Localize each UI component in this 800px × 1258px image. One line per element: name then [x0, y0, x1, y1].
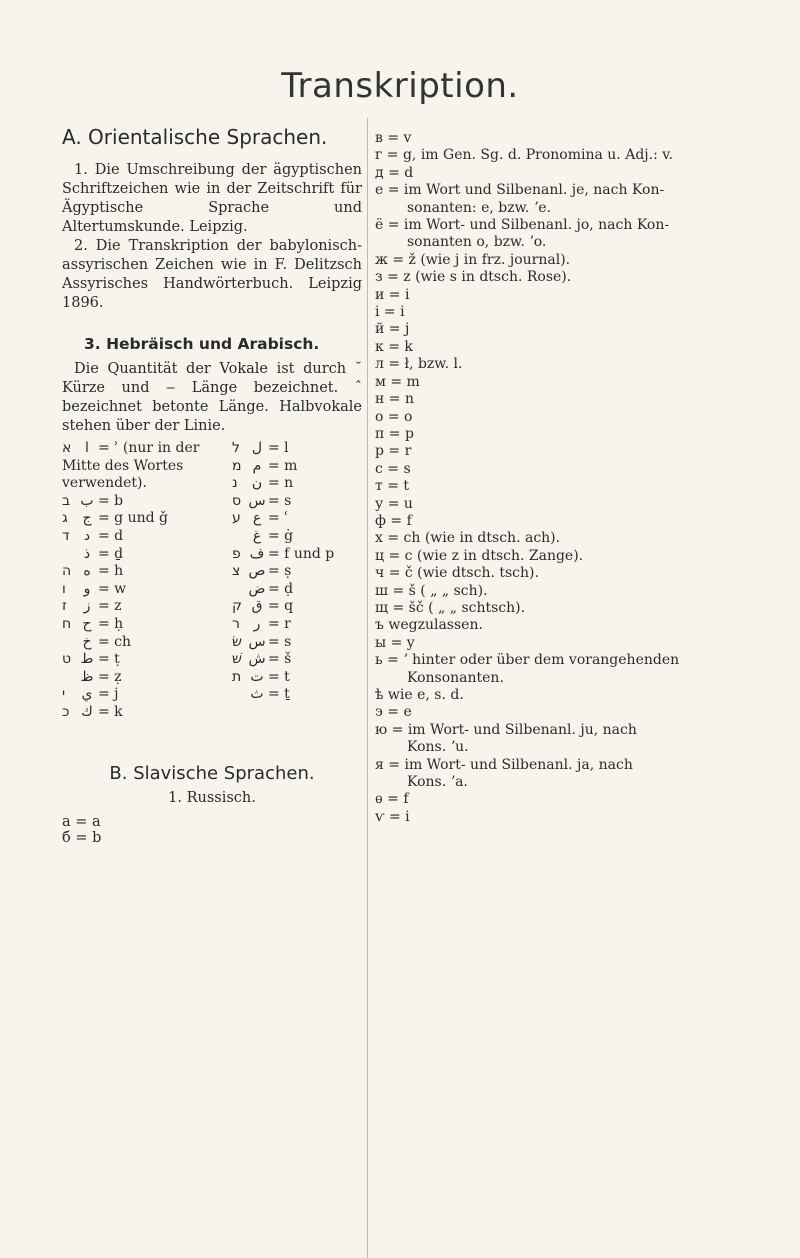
transcription-value: = ṯ: [268, 686, 290, 703]
russian-row-continuation: sonanten o, bzw. ʼo.: [407, 234, 547, 251]
russian-right-list: [375, 130, 735, 826]
russian-row-continuation: Kons. ʼa.: [407, 774, 468, 791]
russian-row: щ = šč ( „ „ schtsch).: [375, 599, 526, 616]
mapping-row: [62, 440, 222, 493]
russian-row: г = g, im Gen. Sg. d. Pronomina u. Adj.: v.: [375, 147, 673, 164]
transcription-value: = l: [268, 440, 289, 456]
arabic-letter: غ: [252, 527, 262, 544]
russian-row: к = k: [375, 338, 413, 355]
mapping-row: [62, 581, 222, 599]
mapping-row: [62, 634, 222, 652]
section-a-heading: A. Orientalische Sprachen.: [62, 125, 328, 149]
russian-row: ё = im Wort- und Silbenanl. jo, nach Kon-: [375, 217, 670, 234]
russian-row: с = s: [375, 460, 411, 477]
transcription-value: = f und p: [268, 545, 335, 562]
mapping-row: [232, 493, 372, 511]
hebrew-letter: י: [62, 686, 66, 703]
arabic-letter: ل: [251, 440, 263, 456]
hebrew-arabic-heading: 3. Hebräisch und Arabisch.: [84, 335, 320, 353]
arabic-letter: ك: [81, 703, 93, 720]
russian-row: т = t: [375, 478, 410, 495]
arabic-letter: و: [83, 580, 91, 597]
arabic-letter: ط: [80, 651, 94, 668]
hebrew-letter: שׁ: [232, 651, 242, 668]
russian-row: п = p: [375, 425, 414, 442]
arabic-letter: د: [83, 527, 91, 544]
hebrew-arabic-table: [62, 440, 362, 740]
mapping-row: [232, 546, 372, 564]
transcription-value: = ṣ: [268, 563, 292, 580]
arabic-letter: ث: [250, 686, 264, 703]
russian-row: з = z (wie s in dtsch. Rose).: [375, 269, 572, 286]
arabic-letter: ن: [251, 475, 263, 492]
arabic-letter: خ: [82, 633, 92, 650]
arabic-letter: ح: [82, 615, 92, 632]
hebrew-letter: ג: [62, 510, 68, 527]
arabic-letter: ق: [251, 598, 263, 615]
hebrew-letter: ס: [232, 492, 242, 509]
transcription-value: = n: [268, 475, 294, 492]
mapping-row: [62, 651, 222, 669]
russian-left-list: [62, 814, 362, 846]
transcription-value: = d: [98, 527, 124, 544]
mapping-row: [62, 669, 222, 687]
paragraph-assyrian: 2. Die Transkription der babylonisch-assyrischen Zeichen wie in F. Delitzsch Assyrisches Handwörterbuch. Leipzig 1896.: [62, 238, 362, 311]
transcription-value: = t: [268, 668, 290, 685]
hebrew-letter: מ: [232, 457, 242, 474]
russian-row: р = r: [375, 443, 412, 460]
hebrew-letter: ו: [62, 580, 66, 597]
section-b-heading: B. Slavische Sprachen.: [109, 763, 315, 784]
hebrew-letter: שׂ: [232, 633, 242, 650]
arabic-letter: م: [252, 457, 262, 474]
transcription-value: = k: [98, 703, 123, 720]
russian-row: ы = y: [375, 634, 415, 651]
arabic-letter: ا: [85, 440, 89, 456]
arabic-letter: ذ: [83, 545, 91, 562]
mapping-row: [232, 598, 372, 616]
russian-row-continuation: Konsonanten.: [407, 669, 504, 686]
arabic-letter: س: [248, 492, 266, 509]
russian-row: ѳ = f: [375, 791, 409, 808]
transcription-value: = ḥ: [98, 615, 124, 632]
left-column: [62, 125, 362, 846]
hebrew-letter: ה: [62, 563, 72, 580]
mapping-row: [232, 458, 372, 476]
arabic-letter: ت: [250, 668, 264, 685]
russian-row: ѵ = i: [375, 808, 410, 825]
arabic-letter: ف: [249, 545, 265, 562]
arabic-letter: س: [248, 633, 266, 650]
transcription-value: = s: [268, 492, 292, 509]
arabic-letter: ه: [83, 563, 91, 580]
transcription-value: = h: [98, 563, 124, 580]
arabic-letter: ظ: [80, 668, 94, 685]
mapping-row: [62, 493, 222, 511]
russian-row: й = j: [375, 321, 410, 338]
hebrew-letter: צ: [232, 563, 241, 580]
russian-row-continuation: sonanten: e, bzw. ʼe.: [407, 199, 552, 216]
transcription-value: = ʾ (nur in der Mitte des Wortes verwendet).: [62, 440, 200, 492]
russian-row: ѣ wie e, s. d.: [375, 687, 464, 703]
transcription-value: = ṭ: [98, 651, 120, 668]
russian-row: ш = š ( „ „ sch).: [375, 582, 488, 599]
russian-row: ъ wegzulassen.: [375, 617, 483, 634]
mapping-row: [62, 563, 222, 581]
transcription-value: = ḍ: [268, 580, 294, 597]
mapping-row: [62, 616, 222, 634]
mapping-row: [232, 616, 372, 634]
russian-row: у = u: [375, 495, 413, 512]
transcription-value: = ġ: [268, 527, 294, 544]
arabic-letter: ع: [252, 510, 262, 527]
russian-row: м = m: [375, 373, 420, 390]
transcription-value: = ẓ: [98, 668, 122, 685]
arabic-letter: ض: [248, 580, 266, 597]
russian-row: і = i: [375, 304, 405, 321]
mapping-row: [62, 686, 222, 704]
mapping-row: [232, 563, 372, 581]
transcription-value: = w: [98, 580, 127, 597]
hebrew-arabic-column-2: [232, 440, 372, 704]
russian-row: б = b: [62, 830, 102, 846]
hebrew-arabic-column-1: [62, 440, 222, 722]
russian-row-continuation: Kons. ʼu.: [407, 739, 469, 756]
transcription-value: = b: [98, 492, 124, 509]
russian-row: и = i: [375, 286, 410, 303]
russian-row: ф = f: [375, 512, 412, 529]
mapping-row: [232, 581, 372, 599]
russian-row: н = n: [375, 391, 414, 408]
russian-row: э = e: [375, 704, 412, 721]
russian-row: ж = ž (wie j in frz. journal).: [375, 251, 571, 268]
transcription-value: = š: [268, 651, 292, 668]
mapping-row: [62, 704, 222, 722]
russian-row: я = im Wort- und Silbenanl. ja, nach: [375, 756, 633, 773]
russian-row: о = o: [375, 408, 413, 425]
arabic-letter: ج: [82, 510, 92, 527]
hebrew-letter: נ: [232, 475, 238, 492]
russian-row: е = im Wort und Silbenanl. je, nach Kon-: [375, 182, 665, 199]
hebrew-letter: ב: [62, 492, 71, 509]
arabic-letter: ص: [248, 563, 266, 580]
mapping-row: [232, 686, 372, 704]
paragraph-vowels: Die Quantität der Vokale ist durch ˘ Kürze und ‒ Länge bezeichnet. ˆ bezeichnet betonte Länge. Halbvokale stehen über der Linie.: [62, 361, 362, 434]
mapping-row: [62, 510, 222, 528]
arabic-letter: ي: [81, 686, 93, 703]
arabic-letter: ر: [253, 615, 261, 632]
mapping-row: [232, 669, 372, 687]
hebrew-letter: פ: [232, 545, 241, 562]
russian-row: ь = ʼ hinter oder über dem vorangehenden: [375, 652, 680, 669]
paragraph-egyptian: 1. Die Umschreibung der ägyptischen Schriftzeichen wie in der Zeitschrift für Ägyptische Sprache und Altertumskunde. Leipzig.: [62, 162, 362, 235]
russian-row: л = ł, bzw. l.: [375, 356, 463, 373]
hebrew-letter: ז: [62, 598, 67, 615]
hebrew-letter: ט: [62, 651, 72, 668]
hebrew-letter: ר: [232, 615, 240, 632]
transcription-value: = j: [98, 686, 119, 703]
arabic-letter: ز: [83, 598, 91, 615]
hebrew-letter: ח: [62, 615, 72, 632]
russian-row: а = a: [62, 814, 101, 830]
mapping-row: [62, 546, 222, 564]
transcription-value: = q: [268, 598, 294, 615]
mapping-row: [232, 440, 372, 458]
russian-subheading: 1. Russisch.: [168, 790, 256, 806]
transcription-value: = r: [268, 615, 291, 632]
russian-row: х = ch (wie in dtsch. ach).: [375, 530, 561, 547]
hebrew-letter: ע: [232, 510, 241, 527]
transcription-value: = s: [268, 633, 292, 650]
transcription-value: = z: [98, 598, 122, 615]
mapping-row: [62, 528, 222, 546]
russian-row: ц = c (wie z in dtsch. Zange).: [375, 547, 584, 564]
transcription-value: = m: [268, 457, 298, 474]
mapping-row: [232, 651, 372, 669]
russian-row: д = d: [375, 164, 414, 181]
transcription-value: = ʿ: [268, 510, 289, 527]
hebrew-letter: ד: [62, 527, 70, 544]
hebrew-letter: כ: [62, 703, 70, 720]
mapping-row: [232, 510, 372, 528]
mapping-row: [62, 598, 222, 616]
mapping-row: [232, 634, 372, 652]
mapping-row: [232, 475, 372, 493]
arabic-letter: ش: [248, 651, 266, 668]
transcription-value: = g und ǧ: [98, 510, 168, 527]
transcription-value: = ch: [98, 633, 132, 650]
hebrew-letter: ת: [232, 668, 242, 685]
arabic-letter: ب: [80, 492, 94, 509]
transcription-value: = ḏ: [98, 545, 124, 562]
russian-row: ю = im Wort- und Silbenanl. ju, nach: [375, 721, 637, 738]
mapping-row: [232, 528, 372, 546]
hebrew-letter: ל: [232, 440, 240, 456]
hebrew-letter: ק: [232, 598, 242, 615]
russian-row: в = v: [375, 130, 412, 146]
russian-row: ч = č (wie dtsch. tsch).: [375, 565, 539, 582]
hebrew-letter: א: [62, 440, 72, 456]
page-title: Transkription.: [281, 66, 519, 106]
